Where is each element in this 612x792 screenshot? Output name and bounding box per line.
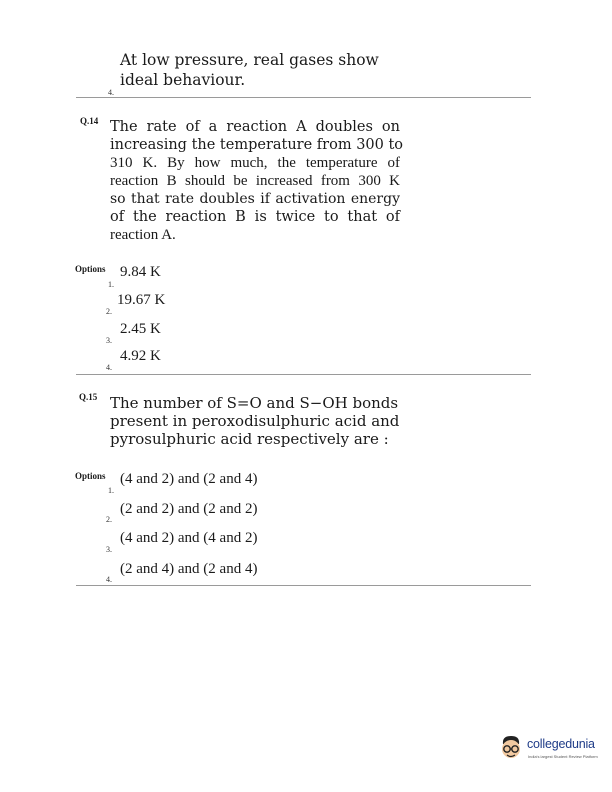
- prev-option-line: At low pressure, real gases show: [120, 51, 379, 69]
- student-mascot-icon: [497, 734, 525, 764]
- option-number: 3.: [106, 336, 112, 345]
- divider: [76, 97, 531, 98]
- option-number: 4.: [106, 363, 112, 372]
- option-number: 3.: [106, 545, 112, 554]
- prev-option-number: 4.: [108, 88, 114, 97]
- prev-option-line: ideal behaviour.: [120, 71, 246, 89]
- question-line: of the reaction B is twice to that of: [110, 209, 400, 225]
- option-text: (4 and 2) and (4 and 2): [120, 530, 258, 546]
- option-text: (4 and 2) and (2 and 4): [120, 471, 258, 487]
- option-text: 2.45 K: [120, 321, 161, 337]
- option-text: 19.67 K: [117, 292, 166, 308]
- option-number: 1.: [108, 486, 114, 495]
- divider: [76, 374, 531, 375]
- question-line: increasing the temperature from 300 to: [110, 137, 404, 153]
- prev-option-text: [120, 50, 379, 90]
- question-line: 310 K. By how much, the temperature of: [110, 155, 400, 171]
- question-line: so that rate doubles if activation energy: [110, 191, 400, 207]
- logo-name: collegedunia: [527, 737, 595, 751]
- question-line: reaction B should be increased from 300 K: [110, 173, 400, 189]
- question-label: Q.15: [79, 392, 98, 402]
- options-label: Options: [75, 471, 106, 481]
- option-number: 2.: [106, 307, 112, 316]
- question-line: The number of S=O and S−OH bonds: [110, 394, 399, 412]
- divider: [76, 585, 531, 586]
- question-line: The rate of a reaction A doubles on: [110, 119, 400, 135]
- question-label: Q.14: [80, 116, 99, 126]
- question-text: [110, 394, 400, 448]
- option-number: 1.: [108, 280, 114, 289]
- option-text: (2 and 2) and (2 and 2): [120, 501, 258, 517]
- option-number: 2.: [106, 515, 112, 524]
- question-text: [110, 118, 404, 244]
- option-text: (2 and 4) and (2 and 4): [120, 561, 258, 577]
- option-number: 4.: [106, 575, 112, 584]
- question-line: present in peroxodisulphuric acid and: [110, 412, 400, 430]
- question-line: reaction A.: [110, 227, 176, 243]
- option-text: 9.84 K: [120, 264, 161, 280]
- option-text: 4.92 K: [120, 348, 161, 364]
- question-line: pyrosulphuric acid respectively are :: [110, 430, 389, 448]
- collegedunia-logo: [497, 732, 607, 766]
- options-label: Options: [75, 264, 106, 274]
- logo-tagline: India's largest Student Review Platform: [528, 754, 598, 759]
